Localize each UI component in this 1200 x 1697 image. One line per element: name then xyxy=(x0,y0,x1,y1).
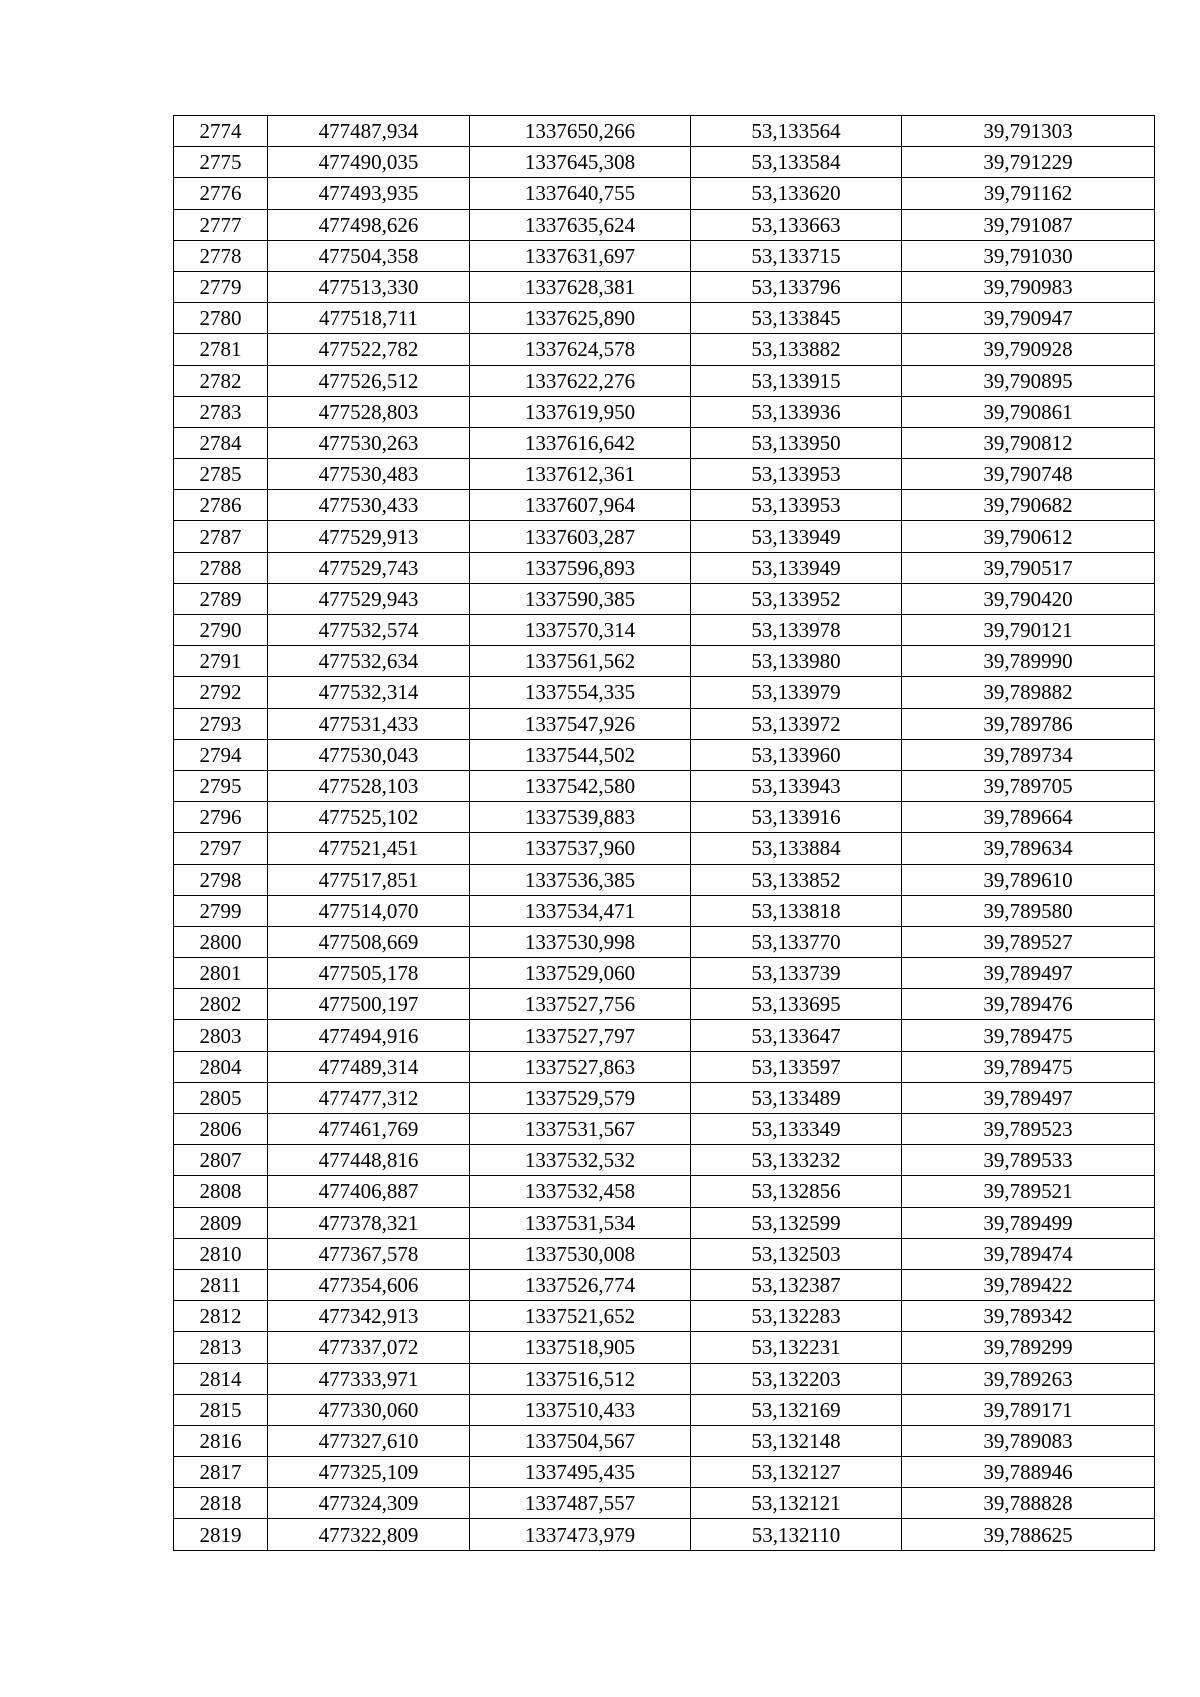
coordinates-table xyxy=(173,115,1155,1551)
point-number-cell: 2788 xyxy=(174,552,268,583)
table-row xyxy=(174,1301,1155,1332)
latitude-cell: 53,133796 xyxy=(691,271,902,302)
x-coordinate-cell: 477493,935 xyxy=(268,178,470,209)
x-coordinate-cell: 477522,782 xyxy=(268,334,470,365)
table-row xyxy=(174,646,1155,677)
y-coordinate-cell: 1337570,314 xyxy=(470,615,691,646)
x-coordinate-cell: 477330,060 xyxy=(268,1394,470,1425)
table-row xyxy=(174,427,1155,458)
y-coordinate-cell: 1337504,567 xyxy=(470,1425,691,1456)
y-coordinate-cell: 1337526,774 xyxy=(470,1269,691,1300)
y-coordinate-cell: 1337596,893 xyxy=(470,552,691,583)
latitude-cell: 53,132127 xyxy=(691,1457,902,1488)
table-row xyxy=(174,989,1155,1020)
latitude-cell: 53,132169 xyxy=(691,1394,902,1425)
longitude-cell: 39,790682 xyxy=(902,490,1155,521)
x-coordinate-cell: 477528,103 xyxy=(268,770,470,801)
table-row xyxy=(174,459,1155,490)
table-row xyxy=(174,1238,1155,1269)
longitude-cell: 39,790612 xyxy=(902,521,1155,552)
point-number-cell: 2800 xyxy=(174,926,268,957)
point-number-cell: 2791 xyxy=(174,646,268,677)
x-coordinate-cell: 477333,971 xyxy=(268,1363,470,1394)
point-number-cell: 2785 xyxy=(174,459,268,490)
latitude-cell: 53,133980 xyxy=(691,646,902,677)
y-coordinate-cell: 1337527,756 xyxy=(470,989,691,1020)
x-coordinate-cell: 477530,263 xyxy=(268,427,470,458)
point-number-cell: 2775 xyxy=(174,147,268,178)
latitude-cell: 53,133884 xyxy=(691,833,902,864)
x-coordinate-cell: 477517,851 xyxy=(268,864,470,895)
x-coordinate-cell: 477532,314 xyxy=(268,677,470,708)
table-row xyxy=(174,677,1155,708)
point-number-cell: 2814 xyxy=(174,1363,268,1394)
longitude-cell: 39,791229 xyxy=(902,147,1155,178)
y-coordinate-cell: 1337530,008 xyxy=(470,1238,691,1269)
x-coordinate-cell: 477530,483 xyxy=(268,459,470,490)
point-number-cell: 2794 xyxy=(174,739,268,770)
longitude-cell: 39,791303 xyxy=(902,116,1155,147)
point-number-cell: 2793 xyxy=(174,708,268,739)
y-coordinate-cell: 1337534,471 xyxy=(470,895,691,926)
x-coordinate-cell: 477500,197 xyxy=(268,989,470,1020)
point-number-cell: 2790 xyxy=(174,615,268,646)
point-number-cell: 2778 xyxy=(174,240,268,271)
table-row xyxy=(174,1363,1155,1394)
point-number-cell: 2796 xyxy=(174,802,268,833)
table-row xyxy=(174,833,1155,864)
table-row xyxy=(174,240,1155,271)
table-row xyxy=(174,1425,1155,1456)
latitude-cell: 53,133715 xyxy=(691,240,902,271)
y-coordinate-cell: 1337531,534 xyxy=(470,1207,691,1238)
longitude-cell: 39,789475 xyxy=(902,1051,1155,1082)
point-number-cell: 2781 xyxy=(174,334,268,365)
latitude-cell: 53,133882 xyxy=(691,334,902,365)
y-coordinate-cell: 1337510,433 xyxy=(470,1394,691,1425)
longitude-cell: 39,789634 xyxy=(902,833,1155,864)
x-coordinate-cell: 477532,574 xyxy=(268,615,470,646)
point-number-cell: 2789 xyxy=(174,583,268,614)
x-coordinate-cell: 477498,626 xyxy=(268,209,470,240)
x-coordinate-cell: 477477,312 xyxy=(268,1082,470,1113)
table-row xyxy=(174,895,1155,926)
x-coordinate-cell: 477489,314 xyxy=(268,1051,470,1082)
longitude-cell: 39,789476 xyxy=(902,989,1155,1020)
longitude-cell: 39,789705 xyxy=(902,770,1155,801)
longitude-cell: 39,790517 xyxy=(902,552,1155,583)
x-coordinate-cell: 477531,433 xyxy=(268,708,470,739)
longitude-cell: 39,789299 xyxy=(902,1332,1155,1363)
table-row xyxy=(174,490,1155,521)
point-number-cell: 2803 xyxy=(174,1020,268,1051)
longitude-cell: 39,788625 xyxy=(902,1519,1155,1550)
table-row xyxy=(174,1207,1155,1238)
latitude-cell: 53,133739 xyxy=(691,958,902,989)
latitude-cell: 53,133232 xyxy=(691,1145,902,1176)
latitude-cell: 53,133949 xyxy=(691,552,902,583)
point-number-cell: 2779 xyxy=(174,271,268,302)
table-row xyxy=(174,958,1155,989)
latitude-cell: 53,132203 xyxy=(691,1363,902,1394)
point-number-cell: 2810 xyxy=(174,1238,268,1269)
point-number-cell: 2812 xyxy=(174,1301,268,1332)
longitude-cell: 39,791087 xyxy=(902,209,1155,240)
longitude-cell: 39,790420 xyxy=(902,583,1155,614)
latitude-cell: 53,133972 xyxy=(691,708,902,739)
latitude-cell: 53,132503 xyxy=(691,1238,902,1269)
longitude-cell: 39,789342 xyxy=(902,1301,1155,1332)
y-coordinate-cell: 1337640,755 xyxy=(470,178,691,209)
latitude-cell: 53,133978 xyxy=(691,615,902,646)
y-coordinate-cell: 1337612,361 xyxy=(470,459,691,490)
y-coordinate-cell: 1337521,652 xyxy=(470,1301,691,1332)
x-coordinate-cell: 477528,803 xyxy=(268,396,470,427)
table-row xyxy=(174,1114,1155,1145)
y-coordinate-cell: 1337628,381 xyxy=(470,271,691,302)
table-row xyxy=(174,271,1155,302)
latitude-cell: 53,133489 xyxy=(691,1082,902,1113)
latitude-cell: 53,133949 xyxy=(691,521,902,552)
x-coordinate-cell: 477529,943 xyxy=(268,583,470,614)
table-row xyxy=(174,334,1155,365)
point-number-cell: 2774 xyxy=(174,116,268,147)
y-coordinate-cell: 1337554,335 xyxy=(470,677,691,708)
point-number-cell: 2806 xyxy=(174,1114,268,1145)
x-coordinate-cell: 477504,358 xyxy=(268,240,470,271)
y-coordinate-cell: 1337495,435 xyxy=(470,1457,691,1488)
point-number-cell: 2798 xyxy=(174,864,268,895)
longitude-cell: 39,791030 xyxy=(902,240,1155,271)
point-number-cell: 2813 xyxy=(174,1332,268,1363)
table-row xyxy=(174,1020,1155,1051)
x-coordinate-cell: 477325,109 xyxy=(268,1457,470,1488)
longitude-cell: 39,790861 xyxy=(902,396,1155,427)
longitude-cell: 39,789497 xyxy=(902,1082,1155,1113)
latitude-cell: 53,133953 xyxy=(691,459,902,490)
y-coordinate-cell: 1337542,580 xyxy=(470,770,691,801)
longitude-cell: 39,789523 xyxy=(902,1114,1155,1145)
latitude-cell: 53,133564 xyxy=(691,116,902,147)
latitude-cell: 53,132599 xyxy=(691,1207,902,1238)
table-row xyxy=(174,1082,1155,1113)
table-row xyxy=(174,303,1155,334)
table-row xyxy=(174,739,1155,770)
x-coordinate-cell: 477322,809 xyxy=(268,1519,470,1550)
x-coordinate-cell: 477354,606 xyxy=(268,1269,470,1300)
x-coordinate-cell: 477324,309 xyxy=(268,1488,470,1519)
latitude-cell: 53,133663 xyxy=(691,209,902,240)
latitude-cell: 53,133915 xyxy=(691,365,902,396)
point-number-cell: 2808 xyxy=(174,1176,268,1207)
y-coordinate-cell: 1337650,266 xyxy=(470,116,691,147)
point-number-cell: 2782 xyxy=(174,365,268,396)
y-coordinate-cell: 1337619,950 xyxy=(470,396,691,427)
y-coordinate-cell: 1337529,579 xyxy=(470,1082,691,1113)
y-coordinate-cell: 1337539,883 xyxy=(470,802,691,833)
longitude-cell: 39,789734 xyxy=(902,739,1155,770)
longitude-cell: 39,789990 xyxy=(902,646,1155,677)
x-coordinate-cell: 477529,743 xyxy=(268,552,470,583)
x-coordinate-cell: 477508,669 xyxy=(268,926,470,957)
table-row xyxy=(174,864,1155,895)
latitude-cell: 53,133979 xyxy=(691,677,902,708)
latitude-cell: 53,133647 xyxy=(691,1020,902,1051)
x-coordinate-cell: 477505,178 xyxy=(268,958,470,989)
table-row xyxy=(174,1488,1155,1519)
latitude-cell: 53,133953 xyxy=(691,490,902,521)
point-number-cell: 2817 xyxy=(174,1457,268,1488)
longitude-cell: 39,789610 xyxy=(902,864,1155,895)
latitude-cell: 53,133936 xyxy=(691,396,902,427)
table-row xyxy=(174,802,1155,833)
longitude-cell: 39,789664 xyxy=(902,802,1155,833)
point-number-cell: 2783 xyxy=(174,396,268,427)
latitude-cell: 53,133852 xyxy=(691,864,902,895)
point-number-cell: 2777 xyxy=(174,209,268,240)
latitude-cell: 53,133349 xyxy=(691,1114,902,1145)
latitude-cell: 53,132148 xyxy=(691,1425,902,1456)
latitude-cell: 53,133916 xyxy=(691,802,902,833)
point-number-cell: 2819 xyxy=(174,1519,268,1550)
table-row xyxy=(174,521,1155,552)
longitude-cell: 39,788946 xyxy=(902,1457,1155,1488)
point-number-cell: 2815 xyxy=(174,1394,268,1425)
table-row xyxy=(174,1145,1155,1176)
y-coordinate-cell: 1337473,979 xyxy=(470,1519,691,1550)
x-coordinate-cell: 477337,072 xyxy=(268,1332,470,1363)
point-number-cell: 2807 xyxy=(174,1145,268,1176)
latitude-cell: 53,132110 xyxy=(691,1519,902,1550)
y-coordinate-cell: 1337645,308 xyxy=(470,147,691,178)
latitude-cell: 53,132283 xyxy=(691,1301,902,1332)
longitude-cell: 39,789527 xyxy=(902,926,1155,957)
x-coordinate-cell: 477461,769 xyxy=(268,1114,470,1145)
table-row xyxy=(174,1457,1155,1488)
point-number-cell: 2802 xyxy=(174,989,268,1020)
longitude-cell: 39,789263 xyxy=(902,1363,1155,1394)
table-row xyxy=(174,770,1155,801)
longitude-cell: 39,789499 xyxy=(902,1207,1155,1238)
x-coordinate-cell: 477530,043 xyxy=(268,739,470,770)
x-coordinate-cell: 477494,916 xyxy=(268,1020,470,1051)
table-row xyxy=(174,1519,1155,1550)
y-coordinate-cell: 1337544,502 xyxy=(470,739,691,770)
point-number-cell: 2795 xyxy=(174,770,268,801)
x-coordinate-cell: 477526,512 xyxy=(268,365,470,396)
y-coordinate-cell: 1337531,567 xyxy=(470,1114,691,1145)
y-coordinate-cell: 1337561,562 xyxy=(470,646,691,677)
longitude-cell: 39,789533 xyxy=(902,1145,1155,1176)
latitude-cell: 53,133943 xyxy=(691,770,902,801)
point-number-cell: 2787 xyxy=(174,521,268,552)
table-row xyxy=(174,1051,1155,1082)
y-coordinate-cell: 1337532,532 xyxy=(470,1145,691,1176)
latitude-cell: 53,133597 xyxy=(691,1051,902,1082)
x-coordinate-cell: 477521,451 xyxy=(268,833,470,864)
latitude-cell: 53,133620 xyxy=(691,178,902,209)
y-coordinate-cell: 1337631,697 xyxy=(470,240,691,271)
table-row xyxy=(174,147,1155,178)
table-row xyxy=(174,1394,1155,1425)
longitude-cell: 39,789580 xyxy=(902,895,1155,926)
x-coordinate-cell: 477532,634 xyxy=(268,646,470,677)
longitude-cell: 39,790983 xyxy=(902,271,1155,302)
point-number-cell: 2786 xyxy=(174,490,268,521)
y-coordinate-cell: 1337607,964 xyxy=(470,490,691,521)
point-number-cell: 2816 xyxy=(174,1425,268,1456)
table-row xyxy=(174,926,1155,957)
latitude-cell: 53,133695 xyxy=(691,989,902,1020)
y-coordinate-cell: 1337518,905 xyxy=(470,1332,691,1363)
table-row xyxy=(174,178,1155,209)
y-coordinate-cell: 1337624,578 xyxy=(470,334,691,365)
table-row xyxy=(174,116,1155,147)
y-coordinate-cell: 1337622,276 xyxy=(470,365,691,396)
table-row xyxy=(174,708,1155,739)
x-coordinate-cell: 477490,035 xyxy=(268,147,470,178)
point-number-cell: 2797 xyxy=(174,833,268,864)
latitude-cell: 53,133952 xyxy=(691,583,902,614)
x-coordinate-cell: 477378,321 xyxy=(268,1207,470,1238)
table-row xyxy=(174,396,1155,427)
y-coordinate-cell: 1337532,458 xyxy=(470,1176,691,1207)
y-coordinate-cell: 1337516,512 xyxy=(470,1363,691,1394)
latitude-cell: 53,133770 xyxy=(691,926,902,957)
point-number-cell: 2799 xyxy=(174,895,268,926)
longitude-cell: 39,791162 xyxy=(902,178,1155,209)
y-coordinate-cell: 1337547,926 xyxy=(470,708,691,739)
x-coordinate-cell: 477342,913 xyxy=(268,1301,470,1332)
coordinates-table-body xyxy=(174,116,1155,1551)
latitude-cell: 53,133818 xyxy=(691,895,902,926)
y-coordinate-cell: 1337530,998 xyxy=(470,926,691,957)
table-row xyxy=(174,583,1155,614)
y-coordinate-cell: 1337527,797 xyxy=(470,1020,691,1051)
point-number-cell: 2809 xyxy=(174,1207,268,1238)
point-number-cell: 2811 xyxy=(174,1269,268,1300)
longitude-cell: 39,789083 xyxy=(902,1425,1155,1456)
table-row xyxy=(174,1332,1155,1363)
longitude-cell: 39,790812 xyxy=(902,427,1155,458)
x-coordinate-cell: 477367,578 xyxy=(268,1238,470,1269)
longitude-cell: 39,790895 xyxy=(902,365,1155,396)
longitude-cell: 39,789422 xyxy=(902,1269,1155,1300)
longitude-cell: 39,790947 xyxy=(902,303,1155,334)
latitude-cell: 53,132856 xyxy=(691,1176,902,1207)
table-row xyxy=(174,1176,1155,1207)
latitude-cell: 53,133950 xyxy=(691,427,902,458)
y-coordinate-cell: 1337537,960 xyxy=(470,833,691,864)
longitude-cell: 39,789474 xyxy=(902,1238,1155,1269)
x-coordinate-cell: 477529,913 xyxy=(268,521,470,552)
point-number-cell: 2801 xyxy=(174,958,268,989)
longitude-cell: 39,788828 xyxy=(902,1488,1155,1519)
x-coordinate-cell: 477513,330 xyxy=(268,271,470,302)
longitude-cell: 39,789521 xyxy=(902,1176,1155,1207)
y-coordinate-cell: 1337527,863 xyxy=(470,1051,691,1082)
table-row xyxy=(174,552,1155,583)
y-coordinate-cell: 1337536,385 xyxy=(470,864,691,895)
point-number-cell: 2805 xyxy=(174,1082,268,1113)
point-number-cell: 2804 xyxy=(174,1051,268,1082)
x-coordinate-cell: 477327,610 xyxy=(268,1425,470,1456)
y-coordinate-cell: 1337590,385 xyxy=(470,583,691,614)
longitude-cell: 39,790928 xyxy=(902,334,1155,365)
x-coordinate-cell: 477530,433 xyxy=(268,490,470,521)
latitude-cell: 53,133584 xyxy=(691,147,902,178)
table-row xyxy=(174,209,1155,240)
longitude-cell: 39,789497 xyxy=(902,958,1155,989)
longitude-cell: 39,789786 xyxy=(902,708,1155,739)
x-coordinate-cell: 477448,816 xyxy=(268,1145,470,1176)
x-coordinate-cell: 477518,711 xyxy=(268,303,470,334)
y-coordinate-cell: 1337616,642 xyxy=(470,427,691,458)
longitude-cell: 39,789475 xyxy=(902,1020,1155,1051)
latitude-cell: 53,132231 xyxy=(691,1332,902,1363)
longitude-cell: 39,790748 xyxy=(902,459,1155,490)
latitude-cell: 53,133960 xyxy=(691,739,902,770)
latitude-cell: 53,132387 xyxy=(691,1269,902,1300)
y-coordinate-cell: 1337529,060 xyxy=(470,958,691,989)
latitude-cell: 53,133845 xyxy=(691,303,902,334)
point-number-cell: 2792 xyxy=(174,677,268,708)
x-coordinate-cell: 477487,934 xyxy=(268,116,470,147)
y-coordinate-cell: 1337625,890 xyxy=(470,303,691,334)
x-coordinate-cell: 477406,887 xyxy=(268,1176,470,1207)
longitude-cell: 39,789882 xyxy=(902,677,1155,708)
point-number-cell: 2780 xyxy=(174,303,268,334)
longitude-cell: 39,790121 xyxy=(902,615,1155,646)
point-number-cell: 2818 xyxy=(174,1488,268,1519)
table-row xyxy=(174,1269,1155,1300)
table-row xyxy=(174,365,1155,396)
y-coordinate-cell: 1337603,287 xyxy=(470,521,691,552)
y-coordinate-cell: 1337487,557 xyxy=(470,1488,691,1519)
x-coordinate-cell: 477525,102 xyxy=(268,802,470,833)
latitude-cell: 53,132121 xyxy=(691,1488,902,1519)
point-number-cell: 2776 xyxy=(174,178,268,209)
y-coordinate-cell: 1337635,624 xyxy=(470,209,691,240)
longitude-cell: 39,789171 xyxy=(902,1394,1155,1425)
table-row xyxy=(174,615,1155,646)
x-coordinate-cell: 477514,070 xyxy=(268,895,470,926)
point-number-cell: 2784 xyxy=(174,427,268,458)
